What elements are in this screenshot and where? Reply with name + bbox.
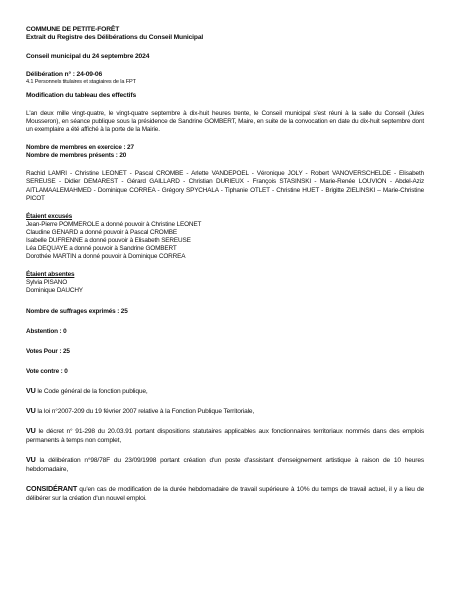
vu-clause	[26, 406, 424, 416]
clause-text: le Code général de la fonction publique,	[35, 387, 148, 395]
conseil-date: Conseil municipal du 24 septembre 2024	[26, 52, 150, 60]
votes-pour: Votes Pour : 25	[26, 347, 70, 355]
excuse-item: Isabelle DUFRENNE a donné pouvoir à Elisabeth SEREUSE	[26, 237, 191, 244]
absentes-title: Étaient absentes	[26, 271, 75, 279]
clause-lead: CONSIDÉRANT	[26, 483, 78, 493]
membres-en-exercice: Nombre de membres en exercice : 27	[26, 144, 134, 152]
excuse-item: Claudine GENARD a donné pouvoir à Pascal CROMBE	[26, 228, 178, 236]
absente-item: Dominique DAUCHY	[26, 287, 83, 295]
membres-liste: Rachid LAMRI - Christine LEONET - Pascal CROMBE - Arlette VANDEPOEL - Véronique JOLY - Robert VANOVERSCHELDE - Elisabeth SEREUSE - Didier DEMAREST - Gérard GAILLARD - Christian DURIEUX - François STASINSKI - Marie-Renée LOUVION - Abdel-Aziz AITLAMAALEMAHMED - Dominique CORREA - Grégory SPYCHALA - Tiphanie OTLET - Christine HUET - Brigitte ZIELINSKI – Marie-Christine PICOT	[26, 170, 424, 202]
excuses-title: Étaient excusés	[26, 212, 73, 220]
excuse-item: Dorothée MARTIN a donné pouvoir à Dominique CORREA	[26, 253, 186, 261]
clause-lead: VU	[26, 454, 36, 464]
clause-lead: VU	[26, 385, 36, 395]
vu-clause	[26, 455, 424, 474]
clause-text: le décret n° 91-298 du 20.03.91 portant dispositions statutaires applicables aux fonctionnaires territoriaux nommés dans des emplois permanents à temps non complet,	[26, 427, 424, 444]
intro-paragraph: L'an deux mille vingt-quatre, le vingt-quatre septembre à dix-huit heures trente, le Conseil municipal s'est réuni à la salle du Conseil (Jules Mousseron), en séance publique sous la présidence de Sandrine GOMBERT, Maire, en suite de la convocation en date du dix-huit septembre dont un exemplaire a été affiché à la porte de la Mairie.	[26, 109, 424, 134]
vu-clause	[26, 386, 424, 396]
commune-name: COMMUNE DE PETITE-FORÊT	[26, 26, 120, 33]
registre-title: Extrait du Registre des Délibérations du Conseil Municipal	[26, 34, 204, 42]
deliberation-subject: Modification du tableau des effectifs	[26, 91, 137, 99]
deliberation-category: 4.1 Personnels titulaires et stagiaires de la FPT	[26, 78, 136, 85]
deliberation-block	[26, 71, 424, 86]
deliberation-number: Délibération n° : 24-09-06	[26, 70, 103, 78]
excuse-item: Léa DEQUAYE a donné pouvoir à Sandrine GOMBERT	[26, 245, 177, 253]
absentes-section	[26, 271, 424, 295]
membres-presents: Nombre de membres présents : 20	[26, 152, 127, 160]
clause-text: la délibération n°98/78F du 23/09/1998 portant création d'un poste d'assistant d'enseignement artistique à raison de 10 heures hebdomadaire,	[26, 456, 424, 473]
considerant-clause	[26, 484, 424, 503]
considerants	[26, 386, 424, 503]
clause-lead: VU	[26, 425, 36, 435]
excuses-section	[26, 213, 424, 262]
absente-item: Sylvia PISANO	[26, 279, 68, 287]
header	[26, 26, 424, 43]
vu-clause	[26, 426, 424, 445]
suffrages-exprimes: Nombre de suffrages exprimés : 25	[26, 307, 128, 315]
clause-lead: VU	[26, 405, 36, 415]
votes-abstention: Abstention : 0	[26, 327, 67, 335]
votes-contre: Vote contre : 0	[26, 367, 68, 375]
excuse-item: Jean-Pierre POMMEROLE a donné pouvoir à Christine LEONET	[26, 220, 202, 228]
clause-text: la loi n°2007-209 du 19 février 2007 relative à la Fonction Publique Territoriale,	[35, 407, 255, 415]
clause-text: qu'en cas de modification de la durée hebdomadaire de travail supérieure à 10% du temps de travail actuel, il y a lieu de délibérer sur la création d'un nouvel emploi.	[26, 485, 424, 502]
membres-counts	[26, 144, 424, 160]
